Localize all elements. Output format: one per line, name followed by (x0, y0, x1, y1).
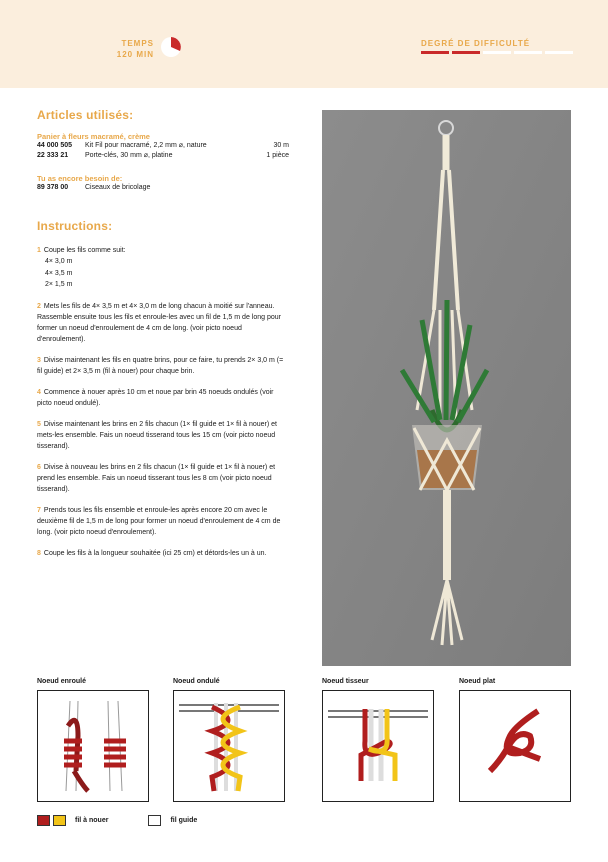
step-number: 6 (37, 463, 41, 471)
time-value: 120 MIN (116, 50, 154, 59)
time-block (98, 38, 154, 60)
step-3 (37, 355, 289, 377)
step-number: 1 (37, 247, 41, 254)
step-text: Commence à nouer après 10 cm et noue par brin 45 noeuds ondulés (voir picto noeud ondulé). (37, 388, 274, 407)
difficulty-meter (421, 51, 573, 54)
article-code: 44 000 505 (37, 142, 73, 149)
knot-label-wrap: Noeud enroulé (37, 678, 87, 685)
knot-label-weaver: Noeud tisseur (322, 678, 369, 685)
cut-item: 4× 3,0 m (45, 258, 73, 265)
step-text: Divise maintenant les fils en quatre brins, pour ce faire, tu prends 2× 3,0 m (= fil guide) et 2× 3,5 m (fil à nouer) pour chaque brin. (37, 356, 284, 375)
article-code: 22 333 21 (37, 152, 69, 159)
knot-label-spiral: Noeud ondulé (173, 678, 220, 685)
step-5 (37, 419, 289, 452)
white-swatch (148, 815, 161, 826)
difficulty-label: DEGRÉ DE DIFFICULTÉ (421, 39, 531, 48)
instructions-heading: Instructions: (37, 219, 113, 233)
knot-thread-label: fil à nouer (75, 817, 109, 824)
color-legend (37, 815, 197, 826)
clock-icon (160, 36, 182, 58)
step-text: Prends tous les fils ensemble et enroule-les après encore 20 cm avec le deuxième fil de 1,5 m de long pour former un noeud d'enroulement de 4 cm de long. (voir picto noeud d'enroulement). (37, 506, 281, 536)
article-qty: 1 pièce (266, 152, 289, 159)
step-text: Divise à nouveau les brins en 2 fils chacun (1× fil guide et 1× fil à nouer) et prend les ensemble. Fais un noeud tisserant tous les 8 cm (voir picto noeud tisserand). (37, 463, 276, 493)
cut-list (37, 256, 289, 291)
articles-section-title: Panier à fleurs macramé, crème (37, 132, 150, 141)
step-4 (37, 387, 289, 409)
step-text: Divise maintenant les brins en 2 fils chacun (1× fil guide et 1× fil à nouer) et mets-les ensemble. Fais un noeud tisserand tous les 15 cm (voir picto noeud tisserand). (37, 420, 277, 450)
cut-item: 2× 1,5 m (45, 281, 73, 288)
step-text: Coupe les fils à la longueur souhaitée (ici 25 cm) et détords-les un à un. (43, 549, 267, 557)
flat-knot-icon (459, 690, 571, 802)
difficulty-segment (421, 51, 449, 54)
cut-item: 4× 3,5 m (45, 269, 73, 277)
difficulty-segment (545, 51, 573, 54)
extra-row (37, 183, 289, 193)
step-6 (37, 462, 289, 495)
spiral-knot-icon (173, 690, 285, 802)
weaver-knot-icon (322, 690, 434, 802)
knot-label-flat: Noeud plat (459, 678, 496, 685)
article-desc: Kit Fil pour macramé, 2,2 mm ⌀, nature (85, 142, 207, 149)
time-label: TEMPS (121, 39, 154, 48)
step-number: 7 (37, 506, 41, 514)
step-number: 3 (37, 356, 41, 364)
step-1 (37, 245, 289, 256)
yellow-swatch (53, 815, 66, 826)
extra-title: Tu as encore besoin de: (37, 174, 123, 183)
step-2 (37, 301, 289, 345)
step-text: Coupe les fils comme suit: (43, 247, 126, 254)
article-desc: Porte-clés, 30 mm ⌀, platine (85, 152, 173, 159)
step-number: 4 (37, 388, 41, 396)
article-qty: 30 m (273, 142, 289, 149)
article-list (37, 141, 289, 161)
step-number: 8 (37, 549, 41, 557)
macrame-hanger-photo (322, 110, 571, 666)
difficulty-segment (452, 51, 480, 54)
wrap-knot-icon (37, 690, 149, 802)
extra-code: 89 378 00 (37, 184, 69, 191)
left-column (37, 108, 289, 559)
step-number: 2 (37, 302, 41, 310)
step-number: 5 (37, 420, 41, 428)
difficulty-segment (514, 51, 542, 54)
step-8 (37, 548, 289, 559)
extra-desc: Ciseaux de bricolage (85, 184, 151, 191)
articles-heading: Articles utilisés: (37, 108, 134, 122)
article-row (37, 141, 289, 151)
red-swatch (37, 815, 50, 826)
step-7 (37, 505, 289, 538)
article-row (37, 151, 289, 161)
step-text: Mets les fils de 4× 3,5 m et 4× 3,0 m de long chacun à moitié sur l'anneau. Rassemble ensuite tous les fils et enroule-les avec un fil de 1,5 m de long pour former un noeud d'enroulement de 4 cm de long. (voir picto noeud d'enroulement). (37, 302, 281, 343)
guide-thread-label: fil guide (170, 817, 198, 824)
difficulty-segment (483, 51, 511, 54)
